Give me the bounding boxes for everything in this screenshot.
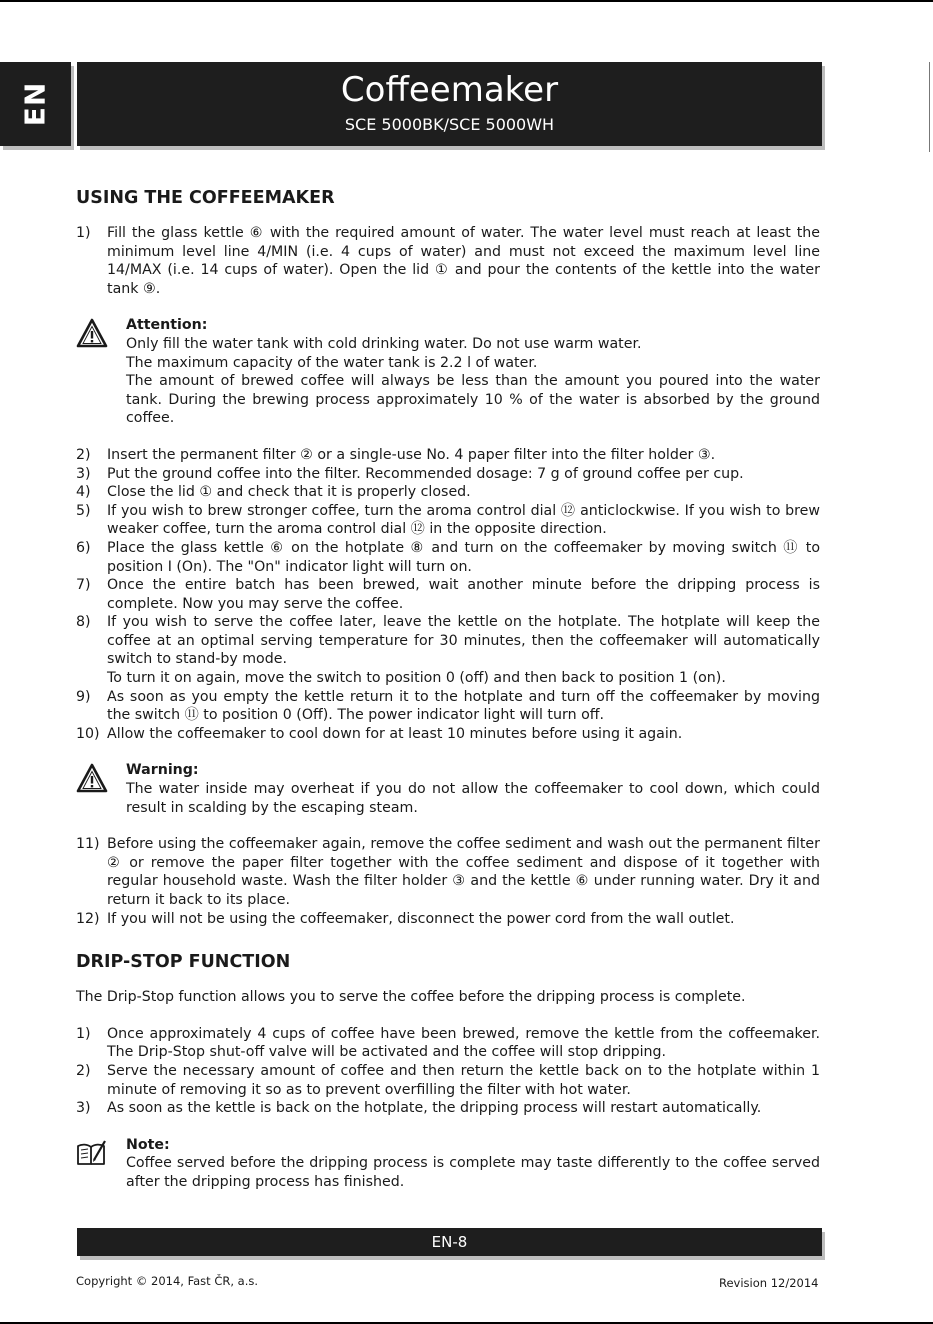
list-item (76, 446, 820, 465)
step-text: If you will not be using the coffeemaker, disconnect the power cord from the wall outlet. (107, 910, 735, 927)
book-note-icon (76, 1138, 108, 1168)
step-list (76, 446, 820, 744)
step-number: 5) (76, 502, 91, 519)
step-list (76, 224, 820, 298)
list-item (76, 1062, 820, 1099)
warning-title: Warning: (126, 762, 199, 779)
section-heading-using: USING THE COFFEEMAKER (76, 188, 335, 208)
step-number: 2) (76, 1062, 91, 1079)
language-tab-label: EN (18, 81, 52, 127)
step-text: If you wish to serve the coffee later, leave the kettle on the hotplate. The hotplate will keep the coffee at an optimal serving temperature for 30 minutes, then the coffeemaker will automatically switch to stand-by mode. (107, 614, 820, 668)
step-text: As soon as the kettle is back on the hotplate, the dripping process will restart automatically. (107, 1100, 762, 1117)
list-item (76, 576, 820, 613)
step-number: 9) (76, 688, 91, 705)
manual-content (76, 186, 820, 1192)
step-number: 7) (76, 577, 91, 594)
attention-notice (76, 316, 820, 428)
step-number: 10) (76, 725, 100, 742)
model-number: SCE 5000BK/SCE 5000WH (344, 115, 555, 134)
step-number: 2) (76, 446, 91, 463)
step-number: 1) (76, 225, 91, 241)
list-item (76, 835, 820, 909)
revision-text: Revision 12/2014 (719, 1276, 819, 1290)
step-list (76, 1025, 820, 1118)
step-number: 8) (76, 614, 91, 631)
list-item (76, 483, 820, 502)
page-title: Coffeemaker (340, 70, 559, 110)
page-header (77, 62, 822, 146)
step-text: Close the lid ① and check that it is properly closed. (107, 484, 471, 501)
attention-line: The amount of brewed coffee will always be less than the amount you poured into the water tank. During the brewing process approximately 10 % of the water is absorbed by the ground coffee. (126, 373, 820, 427)
list-item (76, 910, 820, 929)
step-text: Place the glass kettle ⑥ on the hotplate ⑧ and turn on the coffeemaker by moving switch ⑪ to position I (On). The "On" indicator light will turn on. (107, 539, 820, 575)
section-heading-drip-stop: DRIP-STOP FUNCTION (76, 952, 291, 973)
step-text: Before using the coffeemaker again, remove the coffee sediment and wash out the permanent filter ② or remove the paper filter together with the coffee sediment and dispose of it together with regular household waste. Wash the filter holder ③ and the kettle ⑥ under running water. Dry it and return it back to its place. (107, 836, 820, 908)
page-number: EN-8 (431, 1233, 468, 1251)
attention-body (126, 335, 820, 428)
list-item (76, 688, 820, 725)
step-number: 11) (76, 836, 100, 853)
copyright-text: Copyright © 2014, Fast ČR, a.s. (76, 1274, 259, 1288)
list-item (76, 539, 820, 576)
step-text: Fill the glass kettle ⑥ with the required amount of water. The water level must reach at least the minimum level line 4/MIN (i.e. 4 cups of water) and must not exceed the maximum level line 14/MAX (i.e. 14 cups of water). Open the lid ① and pour the contents of the kettle into the water tank ⑨. (107, 225, 820, 297)
step-number: 3) (76, 465, 91, 482)
warning-text: The water inside may overheat if you do not allow the coffeemaker to cool down, which could result in scalding by the escaping steam. (126, 781, 820, 816)
warning-triangle-icon (76, 318, 108, 348)
warning-triangle-icon (76, 763, 108, 793)
step-text: Allow the coffeemaker to cool down for at least 10 minutes before using it again. (107, 725, 683, 742)
note-title: Note: (126, 1136, 170, 1153)
top-border (0, 0, 933, 2)
step-number: 12) (76, 910, 100, 927)
step-number: 3) (76, 1100, 91, 1117)
step-text: Serve the necessary amount of coffee and then return the kettle back on to the hotplate within 1 minute of removing it so as to prevent overfilling the filter with hot water. (107, 1062, 820, 1098)
step-text: To turn it on again, move the switch to position 0 (off) and then back to position 1 (on). (107, 670, 726, 687)
step-text: Insert the permanent filter ② or a single-use No. 4 paper filter into the filter holder ③. (107, 446, 716, 463)
attention-line: Only fill the water tank with cold drinking water. Do not use warm water. (126, 335, 642, 352)
note-notice (76, 1136, 820, 1192)
list-item (76, 725, 820, 744)
list-item (76, 224, 820, 298)
list-item (76, 1099, 820, 1118)
note-text: Coffee served before the dripping process is complete may taste differently to the coffee served after the dripping process has finished. (126, 1155, 820, 1190)
step-number: 1) (76, 1025, 91, 1042)
list-item (76, 465, 820, 484)
language-tab (0, 62, 71, 146)
step-number: 4) (76, 484, 91, 501)
step-number: 6) (76, 539, 91, 556)
list-item (76, 613, 820, 687)
step-text: If you wish to brew stronger coffee, turn the aroma control dial ⑫ anticlockwise. If you wish to brew weaker coffee, turn the aroma control dial ⑫ in the opposite direction. (107, 502, 820, 538)
warning-notice (76, 761, 820, 817)
list-item (76, 1025, 820, 1062)
drip-stop-intro: The Drip-Stop function allows you to serve the coffee before the dripping process is complete. (76, 989, 746, 1006)
page-number-bar (77, 1228, 822, 1256)
step-text: As soon as you empty the kettle return it to the hotplate and turn off the coffeemaker by moving the switch ⑪ to position 0 (Off). The power indicator light will turn off. (107, 688, 820, 724)
step-text: Once the entire batch has been brewed, wait another minute before the dripping process is complete. Now you may serve the coffee. (107, 577, 820, 612)
step-list (76, 835, 820, 928)
right-margin-line (929, 62, 930, 152)
list-item (76, 502, 820, 539)
attention-title: Attention: (126, 317, 208, 334)
attention-line: The maximum capacity of the water tank is 2.2 l of water. (126, 354, 538, 371)
step-text: Once approximately 4 cups of coffee have been brewed, remove the kettle from the coffeemaker. The Drip-Stop shut-off valve will be activated and the coffee will stop dripping. (107, 1025, 820, 1061)
step-text: Put the ground coffee into the filter. Recommended dosage: 7 g of ground coffee per cup. (107, 465, 744, 482)
